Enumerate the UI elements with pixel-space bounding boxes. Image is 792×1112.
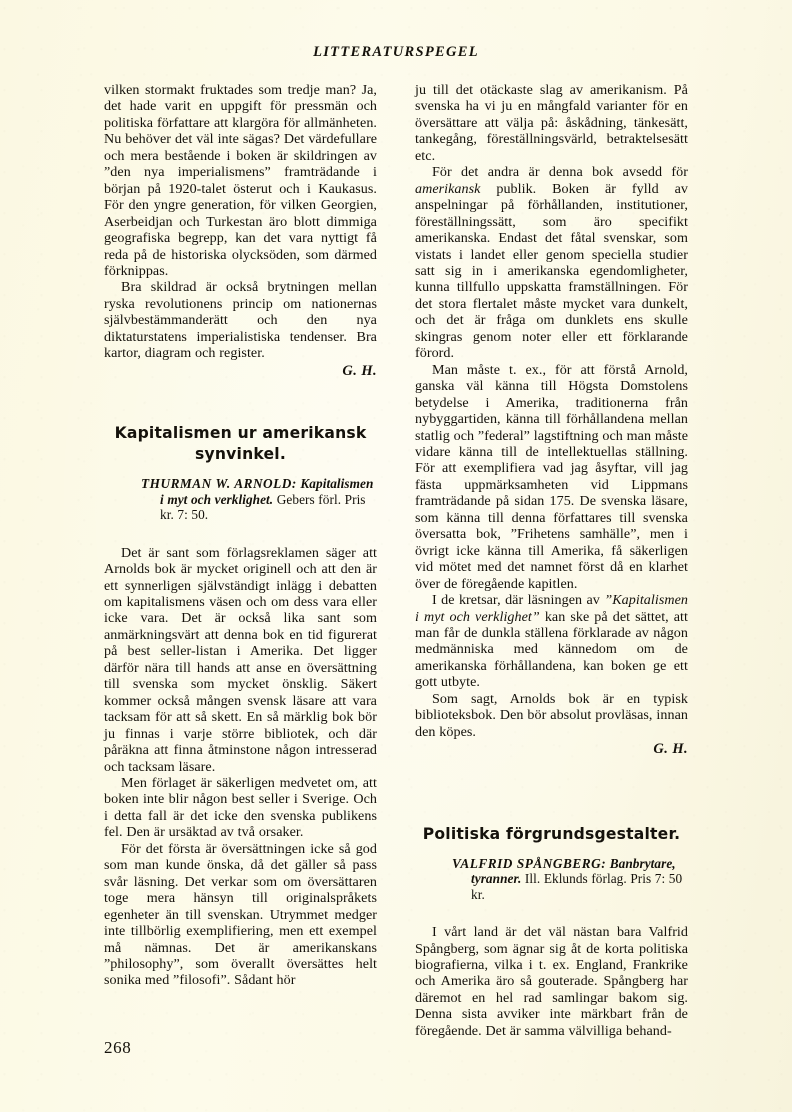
citation-work: Kapitalismen i myt och verklighet. <box>160 476 374 507</box>
paragraph: Det är sant som förlagsreklamen säger att Arnolds bok är mycket originell och att den är ett synnerligen självständigt inlägg i debatten om kapitalismens väsen och om dess vara eller icke vara. Det är också lika sant som anmärkningsvärt att denna bok en tid figurerat på best seller-listan i Amerika. Det ligger därför nära till hands att anse en översättning till svenska som mycket önsklig. Säkert kommer också mången svensk läsare att vara tacksam för att så skett. En så märklig bok bör ju finnas i varje större bibliotek, och där påräkna att finna åtminstone någon intresserad och tacksam läsare. <box>104 544 377 775</box>
paragraph: För det första är översättningen icke så god som man kunde önska, då det gäller så pass svår läsning. Det verkar som om översättaren toge mera hänsyn till originalspråkets egenheter än till svenskan. Utrymmet medger inte tillbörlig exemplifiering, men ett exempel må nämnas. Det är amerikanskans ”philosophy”, som överallt översättes helt sonika med ”filosofi”. Sådant hör <box>104 840 377 989</box>
heading-gap <box>104 465 377 476</box>
right-column <box>415 82 688 1039</box>
citation-author: THURMAN W. ARNOLD: <box>141 476 297 492</box>
citation-gap <box>104 523 377 545</box>
paragraph-rest: kan ske på det sättet, att man får de dunkla ställena förklarade av någon medmänniska med kännedom om de amerikanska förhållandena, kan boken ge ett gott utbyte. <box>415 608 688 691</box>
citation-imprint: Ill. Eklunds förlag. Pris 7: 50 kr. <box>471 871 683 902</box>
paragraph: Bra skildrad är också brytningen mellan ryska revolutionens princip om nationernas självbestämmanderätt och den nya diktaturstatens imperialistiska tendenser. Bra kartor, diagram och register. <box>104 279 377 362</box>
section-gap <box>104 379 377 423</box>
book-citation <box>104 476 377 523</box>
paragraph-continued: ju till det otäckaste slag av amerikanism. På svenska ha vi ju en mångfald varianter för en översättare att välja på: åskådning, tänkesätt, tankegång, föreställningsvärld, betraktelsesätt etc. <box>415 82 688 164</box>
paragraph-rest: publik. Boken är fylld av anspelningar på förhållanden, institutioner, föreställningssätt, som äro specifikt amerikanska. Endast det fåtal svenskar, som vistats i landet eller genom speciella studier satt sig in i amerikanska egendomligheter, kunna tillfullo uppskatta framställningen. För det stora flertalet måste mycket vara dunkelt, och det är fråga om dunklets ens skulle skingras genom noter eller ett förklarande förord. <box>415 180 688 362</box>
citation-imprint: Gebers förl. Pris kr. 7: 50. <box>160 491 366 523</box>
heading-gap <box>415 845 688 856</box>
left-column <box>104 82 377 992</box>
citation-author: VALFRID SPÅNGBERG: <box>452 855 607 871</box>
paragraph: Som sagt, Arnolds bok är en typisk biblioteksbok. Den bör absolut provläsas, innan den köpes. <box>415 690 688 740</box>
section-gap <box>415 758 688 802</box>
paragraph: Man måste t. ex., för att förstå Arnold, ganska väl känna till Högsta Domstolens betydelse i Amerika, traditionerna från nybyggartiden, känna till förhållandena mellan statlig och ”federal” lagstiftning och man måste vidare känna till de intellektuellas ställning. För att exemplifiera vad jag åsyftar, vill jag fästa uppmärksamheten vid Lippmans framträdande på sidan 175. De svenska läsare, som känna till denna författares till svenska översatta bok, ”Frihetens samhälle”, men i övrigt icke känna till Amerika, få säkerligen vid mötet med det namnet först då en klarhet över de föregående kapitlen. <box>415 361 688 592</box>
paragraph <box>415 592 688 691</box>
page-number: 268 <box>104 1038 132 1057</box>
paragraph-lead: I de kretsar, där läsningen av <box>432 592 600 609</box>
two-column-body <box>104 82 688 1039</box>
paragraph <box>415 164 688 361</box>
paragraph: I vårt land är det väl nästan bara Valfrid Spångberg, som ägnar sig åt de korta politiska biografierna, vilka i t. ex. England, Frankrike och Amerika äro så gouterade. Spångberg har däremot en hel rad samlingar bakom sig. Denna sista avviker inte märkbart från de föregående. Det är samma välvilliga behand- <box>415 924 688 1039</box>
paragraph-continued: vilken stormakt fruktades som tredje man? Ja, det hade varit en uppgift för pressmän och politiska författare att klargöra för allmänheten. Nu behöver det väl inte sägas? Det värdefullare och mera bestående i boken är skildringen av ”den nya imperialismens” framträdande i början på 1920-talet österut och i Kaukasus. För den yngre generation, för vilken Georgien, Aserbeidjan och Turkestan äro blott dimmiga geografiska begrepp, kan det vara nyttigt få reda på de historiska olycksöden, som därmed förknippas. <box>104 82 377 279</box>
paragraph-cited-title: ”Kapitalismen i myt och verklighet” <box>415 592 688 625</box>
paragraph-lead: För det andra är denna bok avsedd för <box>432 164 688 181</box>
citation-gap <box>415 902 688 924</box>
author-signature: G. H. <box>653 741 688 758</box>
section-heading-politiska: Politiska förgrundsgestalter. <box>422 824 681 843</box>
paragraph: Men förlaget är säkerligen medvetet om, att boken inte blir någon best seller i Sverige. Och i detta fall är det icke den svenska publikens fel. Den är ursäktad av två orsaker. <box>104 775 377 841</box>
citation-work: Banbrytare, tyranner. <box>471 855 676 887</box>
book-citation <box>415 856 688 903</box>
running-head: LITTERATURSPEGEL <box>313 44 479 60</box>
paragraph-emphasis: amerikansk <box>415 180 481 197</box>
section-gap-extra <box>415 802 688 824</box>
section-heading-kapitalismen: Kapitalismen ur amerikansk synvinkel. <box>114 424 367 464</box>
author-signature: G. H. <box>342 362 377 379</box>
